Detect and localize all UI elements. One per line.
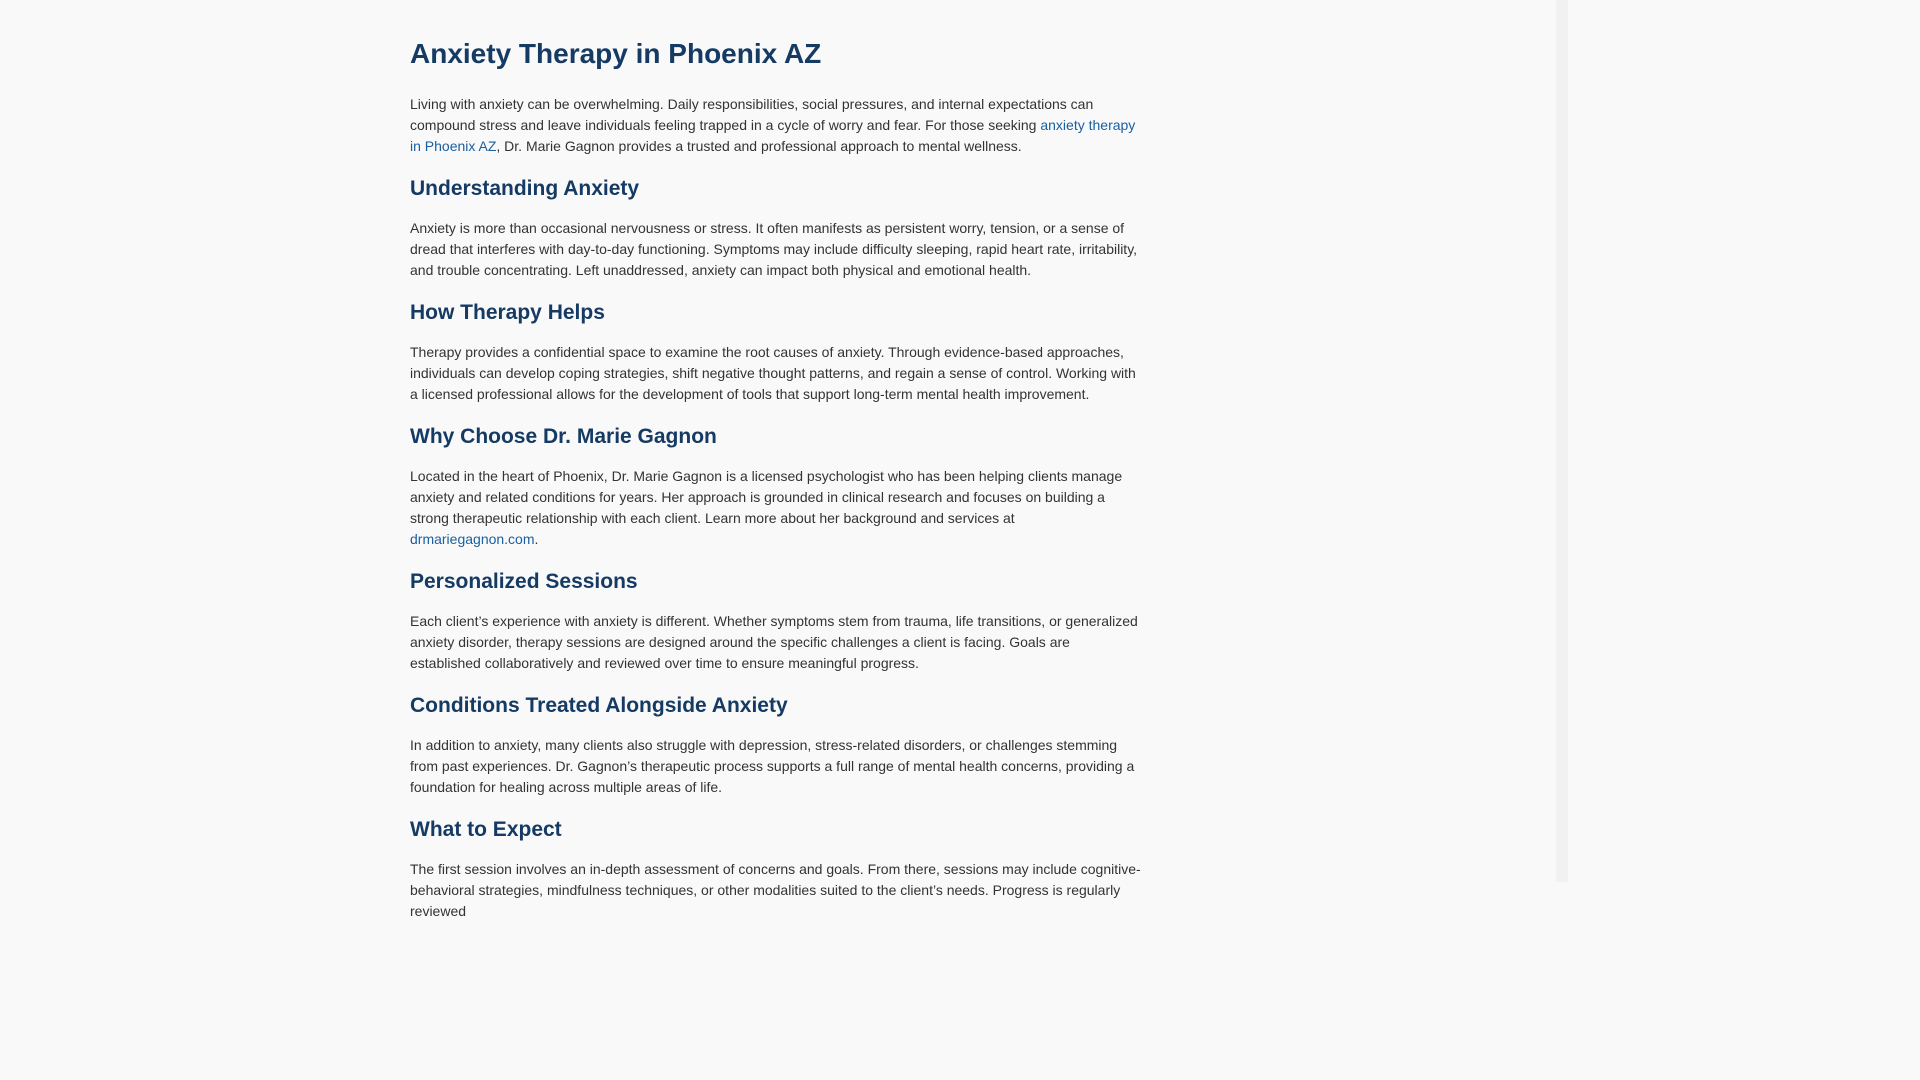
anxiety-therapy-link[interactable]: anxiety therapy in Phoenix AZ [410,117,1136,154]
website-link[interactable]: drmariegagnon.com [410,531,535,547]
intro-text-before: Living with anxiety can be overwhelming. Daily responsibilities, social pressures, and internal expectations can compound stress and leave individuals feeling trapped in a cycle of worry and fear. For those seeking [410,96,1094,133]
section-body: Each client’s experience with anxiety is different. Whether symptoms stem from trauma, life transitions, or generalized anxiety disorder, therapy sessions are designed around the specific challenges a client is facing. Goals are established collaboratively and reviewed over time to ensure meaningful progress. [410,613,1138,671]
section-heading: Conditions Treated Alongside Anxiety [410,694,788,717]
section-body: In addition to anxiety, many clients also struggle with depression, stress-related disorders, or challenges stemming from past experiences. Dr. Gagnon’s therapeutic process supports a full range of mental health concerns, providing a foundation for healing across multiple areas of life. [410,737,1135,795]
section-understanding-anxiety [410,176,1144,281]
section-body: Anxiety is more than occasional nervousness or stress. It often manifests as persistent worry, tension, or a sense of dread that interferes with day-to-day functioning. Symptoms may include difficulty sleeping, rapid heart rate, irritability, and trouble concentrating. Left unaddressed, anxiety can impact both physical and emotional health. [410,220,1138,278]
section-heading: Why Choose Dr. Marie Gagnon [410,425,717,448]
section-what-to-expect [410,817,1144,922]
section-body-after: . [534,531,539,547]
page-title: Anxiety Therapy in Phoenix AZ [410,38,822,69]
section-body [410,466,1144,550]
section-heading: How Therapy Helps [410,301,605,324]
section-conditions-treated [410,693,1144,798]
section-body: Therapy provides a confidential space to examine the root causes of anxiety. Through evidence-based approaches, individuals can develop coping strategies, shift negative thought patterns, and regain a sense of control. Working with a licensed professional allows for the development of tools that support long-term mental health improvement. [410,344,1136,402]
page-scrollbar[interactable] [1556,0,1568,882]
section-heading: Understanding Anxiety [410,177,640,200]
section-body-before: Located in the heart of Phoenix, Dr. Marie Gagnon is a licensed psychologist who has been helping clients manage anxiety and related conditions for years. Her approach is grounded in clinical research and focuses on building a strong therapeutic relationship with each client. Learn more about her background and services at [410,468,1123,526]
section-personalized-sessions [410,569,1144,674]
article [410,0,1144,922]
section-why-choose [410,424,1144,550]
section-body: The first session involves an in-depth assessment of concerns and goals. From there, sessions may include cognitive-behavioral strategies, mindfulness techniques, or other modalities suited to the client’s needs. Progress is regularly reviewed [410,861,1141,919]
section-heading: What to Expect [410,818,562,841]
intro-paragraph [410,94,1144,157]
section-heading: Personalized Sessions [410,570,638,593]
intro-text-after: , Dr. Marie Gagnon provides a trusted and professional approach to mental wellness. [496,138,1022,154]
section-how-therapy-helps [410,300,1144,405]
